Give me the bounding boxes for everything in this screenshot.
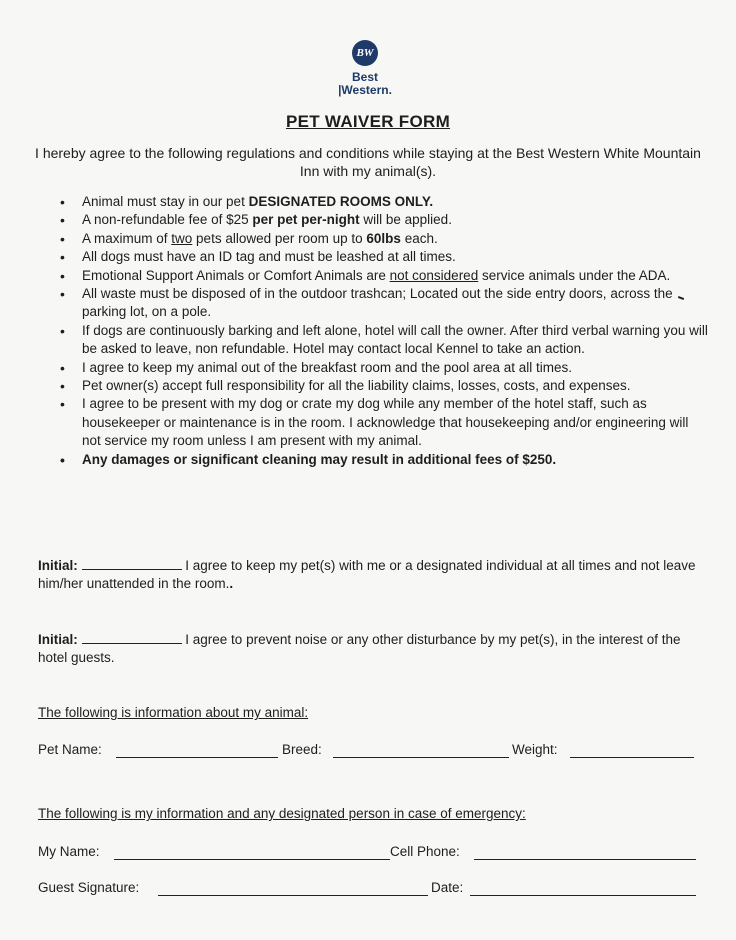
- bw-badge-icon: BW: [352, 40, 378, 66]
- rule-barking: • If dogs are continuously barking and left alone, hotel will call the owner. After third verbal warning you will be asked to leave, non refundable. Hotel may contact local Kennel to take an action.: [58, 322, 708, 359]
- date-label: Date:: [431, 880, 464, 895]
- intro-paragraph: I hereby agree to the following regulations and conditions while staying at the Best Western White Mountain Inn with my animal(s).: [35, 145, 701, 179]
- initial-label-1: Initial:: [38, 558, 78, 573]
- rule-breakfast-room: • I agree to keep my animal out of the breakfast room and the pool area at all times.: [58, 359, 708, 377]
- rule-waste: • All waste must be disposed of in the outdoor trashcan; Located out the side entry doors, across the parking lot, on a pole.: [58, 285, 708, 322]
- my-name-line[interactable]: [114, 859, 390, 860]
- rules-list: [58, 193, 708, 469]
- rule-fee: • A non-refundable fee of $25 per pet per-night will be applied.: [58, 211, 708, 229]
- initial-unattended: Initial: I agree to keep my pet(s) with me or a designated individual at all times and not leave him/her unattended in the room..: [38, 558, 696, 591]
- breed-line[interactable]: [333, 757, 509, 758]
- form-title: PET WAIVER FORM: [285, 112, 451, 131]
- animal-info-heading: The following is information about my animal:: [38, 705, 309, 720]
- logo-wordmark: [330, 71, 400, 97]
- breed-label: Breed:: [282, 742, 322, 757]
- signature-fields-row: [38, 880, 698, 900]
- logo-line-2: |Western.: [338, 83, 392, 97]
- best-western-logo: [330, 40, 400, 97]
- rule-designated-rooms: • Animal must stay in our pet DESIGNATED ROOMS ONLY.: [58, 193, 708, 211]
- rule-id-tag: • All dogs must have an ID tag and must be leashed at all times.: [58, 248, 708, 266]
- initial-line-1[interactable]: [82, 557, 182, 570]
- owner-fields-row: [38, 844, 698, 864]
- initial-line-2[interactable]: [82, 631, 182, 644]
- date-line[interactable]: [470, 895, 696, 896]
- weight-label: Weight:: [512, 742, 558, 757]
- owner-info-heading: The following is my information and any designated person in case of emergency:: [38, 806, 526, 821]
- animal-fields-row: [38, 742, 698, 762]
- pet-name-line[interactable]: [116, 757, 278, 758]
- initial-label-2: Initial:: [38, 632, 78, 647]
- rule-damages: • Any damages or significant cleaning may result in additional fees of $250.: [58, 451, 708, 469]
- pet-name-label: Pet Name:: [38, 742, 102, 757]
- logo-line-1: Best: [351, 70, 378, 84]
- initial-noise: Initial: I agree to prevent noise or any other disturbance by my pet(s), in the interest of the hotel guests.: [38, 632, 681, 665]
- guest-signature-line[interactable]: [158, 895, 428, 896]
- rule-esa: • Emotional Support Animals or Comfort Animals are not considered service animals under the ADA.: [58, 267, 708, 285]
- my-name-label: My Name:: [38, 844, 100, 859]
- guest-signature-label: Guest Signature:: [38, 880, 140, 895]
- cell-phone-label: Cell Phone:: [390, 844, 460, 859]
- cell-phone-line[interactable]: [474, 859, 696, 860]
- rule-max-pets: • A maximum of two pets allowed per room up to 60lbs each.: [58, 230, 708, 248]
- weight-line[interactable]: [570, 757, 694, 758]
- rule-liability: • Pet owner(s) accept full responsibility for all the liability claims, losses, costs, and expenses.: [58, 377, 708, 395]
- rule-presence: • I agree to be present with my dog or crate my dog while any member of the hotel staff, such as housekeeper or maintenance is in the room. I acknowledge that housekeeping and/or engineering will not service my room unless I am present with my animal.: [58, 395, 708, 450]
